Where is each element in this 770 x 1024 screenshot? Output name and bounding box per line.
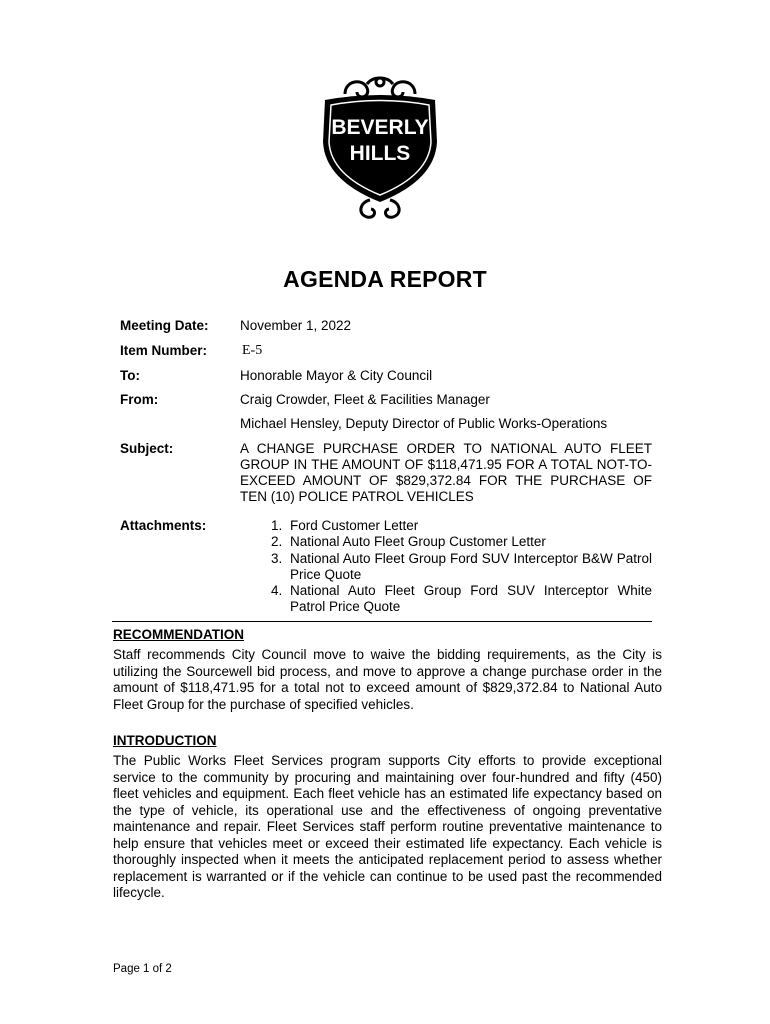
introduction-section [113, 733, 662, 902]
subject-value: A CHANGE PURCHASE ORDER TO NATIONAL AUTO FLEET GROUP IN THE AMOUNT OF $118,471.95 FOR A TOTAL NOT-TO-EXCEED AMOUNT OF $829,372.84 FOR THE PURCHASE OF TEN (10) POLICE PATROL VEHICLES [240, 441, 652, 504]
attachment-item: 4. National Auto Fleet Group Ford SUV Interceptor White Patrol Price Quote [286, 583, 652, 616]
from-row [120, 392, 490, 407]
logo-text-line2: HILLS [349, 142, 411, 165]
attachment-item: 1. Ford Customer Letter [286, 518, 652, 534]
attachments-row [120, 518, 652, 616]
item-number-label: Item Number: [120, 343, 208, 358]
subject-label: Subject: [120, 441, 174, 456]
beverly-hills-logo [315, 72, 445, 222]
attachments-list [240, 518, 652, 616]
from-label: From: [120, 392, 159, 407]
introduction-heading: INTRODUCTION [113, 733, 217, 748]
section-divider [112, 621, 652, 622]
logo-text-line1: BEVERLY [331, 116, 429, 139]
meeting-date-row [120, 318, 351, 333]
attachment-item: 2. National Auto Fleet Group Customer Letter [286, 534, 652, 550]
subject-row [120, 441, 652, 505]
to-row [120, 368, 432, 383]
to-label: To: [120, 368, 140, 383]
recommendation-text: Staff recommends City Council move to waive the bidding requirements, as the City is utilizing the Sourcewell bid process, and move to approve a change purchase order in the amount of $118,471.95 for a total not to exceed amount of $829,372.84 to National Auto Fleet Group for the purchase of specified vehicles. [113, 647, 662, 712]
to-value: Honorable Mayor & City Council [240, 368, 433, 383]
recommendation-section [113, 627, 662, 713]
report-title: AGENDA REPORT [283, 266, 487, 292]
meeting-date-value: November 1, 2022 [240, 318, 352, 333]
item-number-value: E-5 [242, 343, 263, 358]
recommendation-heading: RECOMMENDATION [113, 627, 244, 642]
item-number-row [120, 343, 262, 359]
attachments-label: Attachments: [120, 518, 207, 533]
introduction-text: The Public Works Fleet Services program supports City efforts to provide exceptional service to the community by procuring and maintaining over four-hundred and fifty (450) fleet vehicles and equipment. Each fleet vehicle has an estimated life expectancy based on the type of vehicle, its operational use and the effectiveness of ongoing preventative maintenance and repair. Fleet Services staff perform routine preventative maintenance to help ensure that vehicles meet or exceed their estimated life expectancy. Each vehicle is thoroughly inspected when it meets the anticipated replacement period to assess whether replacement is warranted or if the vehicle can continue to be used past the recommended lifecycle. [113, 753, 662, 900]
meeting-date-label: Meeting Date: [120, 318, 209, 333]
page-number: Page 1 of 2 [113, 963, 172, 975]
from-value-2: Michael Hensley, Deputy Director of Public Works-Operations [240, 416, 608, 431]
from-value-1: Craig Crowder, Fleet & Facilities Manager [240, 392, 490, 407]
attachment-item: 3. National Auto Fleet Group Ford SUV Interceptor B&W Patrol Price Quote [286, 551, 652, 584]
